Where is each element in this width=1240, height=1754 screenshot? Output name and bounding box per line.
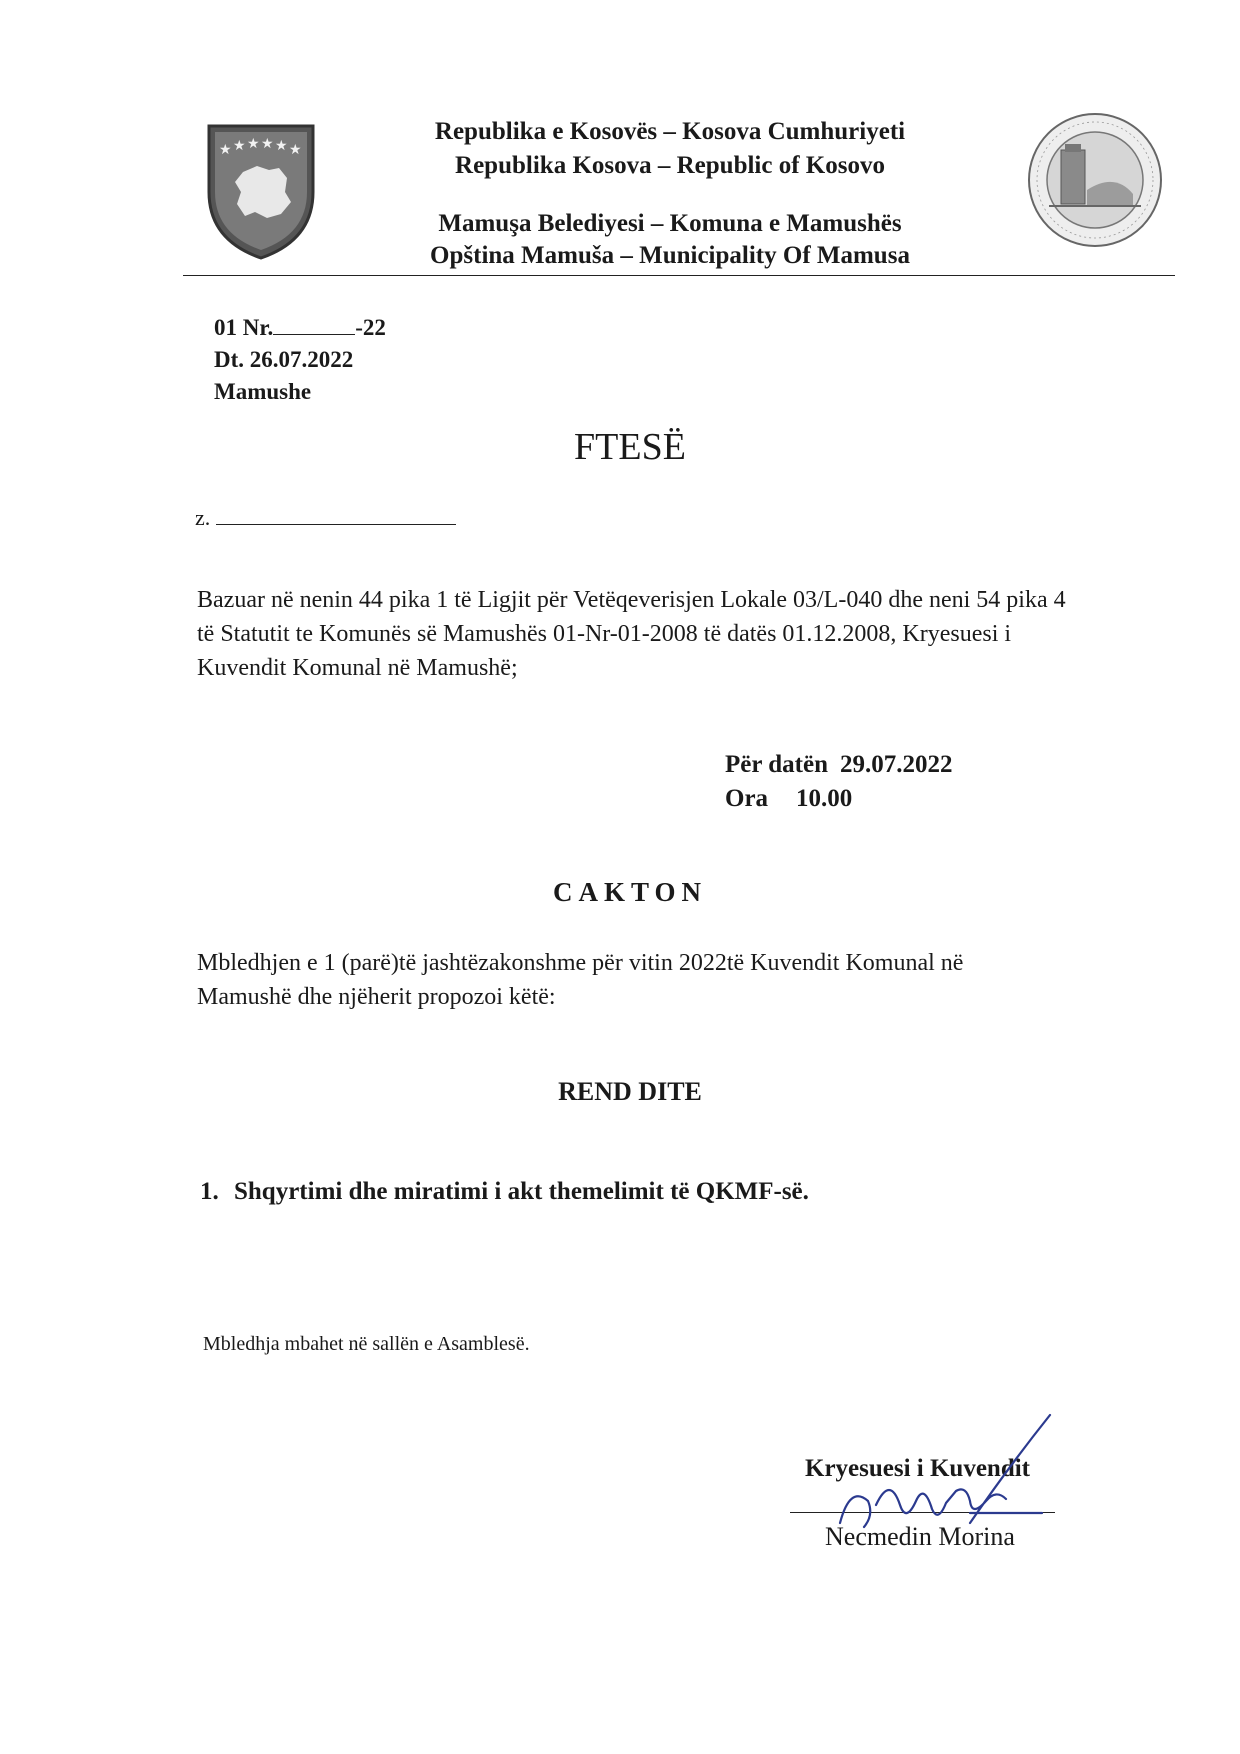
agenda-list: [200, 1178, 809, 1206]
agenda-item-text: Shqyrtimi dhe miratimi i akt themelimit të QKMF-së.: [234, 1178, 809, 1205]
svg-text:★: ★: [219, 142, 232, 158]
reference-number-suffix: -22: [355, 315, 386, 340]
svg-text:★: ★: [261, 136, 274, 152]
letterhead-municipality-line-1: Mamuşa Belediyesi – Komuna e Mamushës: [438, 210, 902, 237]
header-divider: [183, 275, 1175, 276]
reference-number-blank: [273, 316, 355, 335]
reference-date: Dt. 26.07.2022: [214, 347, 354, 372]
agenda-item: [200, 1178, 809, 1206]
signatory-role: Kryesuesi i Kuvendit: [805, 1455, 1031, 1482]
municipality-seal-icon: [1025, 110, 1165, 250]
reference-number-prefix: 01 Nr.: [214, 315, 274, 340]
svg-text:★: ★: [275, 138, 288, 154]
reference-number: [214, 312, 386, 344]
letterhead-country-line-1: Republika e Kosovës – Kosova Cumhuriyeti: [434, 118, 906, 145]
meeting-time-label: Ora: [725, 785, 769, 812]
svg-text:★: ★: [233, 138, 246, 154]
agenda-item-number: 1.: [200, 1178, 219, 1205]
meeting-date-value: 29.07.2022: [840, 751, 953, 778]
handwritten-signature: [820, 1405, 1060, 1555]
body-paragraph: Mbledhjen e 1 (parë)të jashtëzakonshme për vitin 2022të Kuvendit Komunal në Mamushë dhe njëherit propozoi këtë:: [197, 950, 964, 1010]
svg-text:★: ★: [247, 136, 260, 152]
meeting-schedule: [725, 748, 953, 816]
svg-text:★: ★: [289, 142, 302, 158]
kosovo-coat-of-arms-icon: [205, 122, 317, 262]
letterhead-municipality-line-2: Opština Mamuša – Municipality Of Mamusa: [430, 242, 910, 269]
letterhead-country-line-2: Republika Kosova – Republic of Kosovo: [455, 152, 885, 179]
cakton-heading: CAKTON: [552, 877, 708, 907]
addressee-label: z.: [195, 505, 211, 530]
document-title: FTESË: [574, 426, 686, 468]
location-note: Mbledhja mbahet në sallën e Asamblesë.: [203, 1333, 530, 1355]
signatory-name: Necmedin Morina: [825, 1522, 1015, 1551]
intro-paragraph: Bazuar në nenin 44 pika 1 të Ligjit për Vetëqeverisjen Lokale 03/L-040 dhe neni 54 pika 4 të Statutit te Komunës së Mamushës 01-Nr-01-2008 të datës 01.12.2008, Kryesuesi i Kuvendit Komunal në Mamushë;: [197, 587, 1066, 681]
agenda-heading: REND DITE: [558, 1077, 702, 1106]
meeting-date-label: Për datën: [725, 751, 828, 778]
addressee-line: [195, 504, 456, 531]
reference-place: Mamushe: [214, 379, 312, 404]
addressee-blank: [216, 504, 456, 525]
meeting-time-value: 10.00: [796, 785, 853, 812]
document-reference: [214, 312, 386, 408]
